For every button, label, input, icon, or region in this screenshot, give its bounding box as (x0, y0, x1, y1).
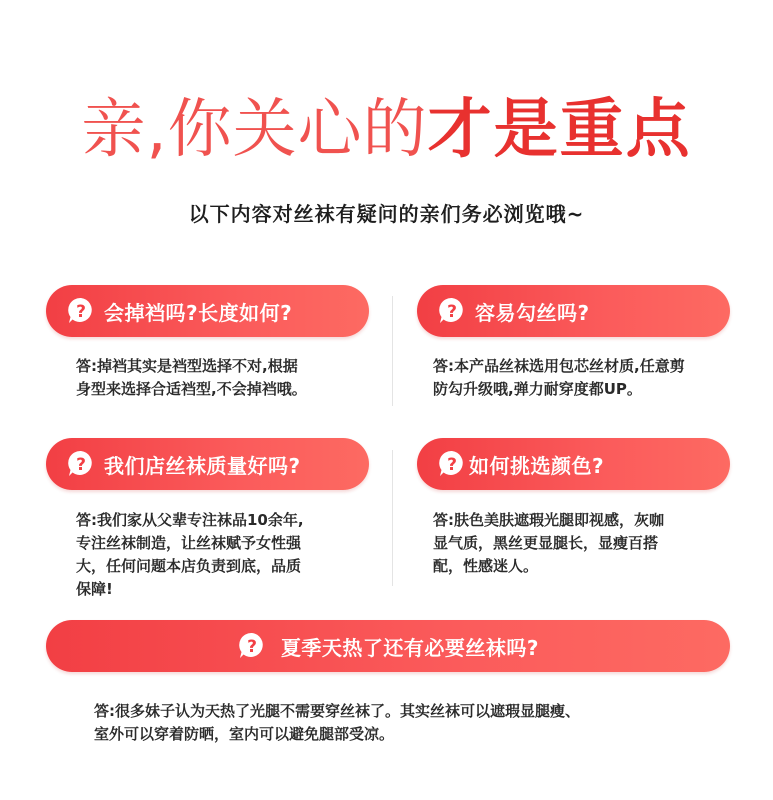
answer-line: 防勾升级哦,弹力耐穿度都UP。 (433, 380, 642, 398)
title-light-part: 亲,你关心的 (81, 93, 428, 167)
svg-text:?: ? (76, 455, 86, 475)
answer-line: 大，任何问题本店负责到底，品质 (76, 557, 302, 575)
svg-text:?: ? (247, 637, 257, 657)
answer-line: 显气质，黑丝更显腿长，显瘦百搭 (433, 534, 659, 552)
answer-line: 答:肤色美肤遮瑕光腿即视感，灰咖 (433, 511, 665, 529)
faq-answer (76, 509, 304, 601)
answer-line: 答:很多妹子认为天热了光腿不需要穿丝袜了。其实丝袜可以遮瑕显腿瘦、 (94, 702, 581, 720)
faq-question-pill (417, 285, 730, 337)
faq-question-text: 我们店丝袜质量好吗? (104, 453, 301, 478)
question-bubble-icon (437, 296, 467, 326)
faq-question-text: 容易勾丝吗? (475, 300, 590, 325)
page-subtitle: 以下内容对丝袜有疑问的亲们务必浏览哦~ (188, 202, 585, 226)
faq-question-pill (46, 285, 369, 337)
svg-text:?: ? (447, 455, 457, 475)
answer-line: 答:本产品丝袜选用包芯丝材质,任意剪 (433, 357, 685, 375)
page-title (0, 93, 773, 167)
answer-line: 答:掉裆其实是裆型选择不对,根据 (76, 357, 298, 375)
faq-question-pill (417, 438, 730, 490)
title-bold-part: 才是重点 (427, 93, 692, 167)
question-bubble-icon (237, 631, 267, 661)
answer-line: 专注丝袜制造，让丝袜赋予女性强 (76, 534, 302, 552)
answer-line: 室外可以穿着防晒，室内可以避免腿部受凉。 (94, 725, 395, 743)
column-divider (392, 296, 393, 406)
faq-question-pill (46, 438, 369, 490)
question-bubble-icon (437, 449, 467, 479)
faq-question-text: 夏季天热了还有必要丝袜吗? (280, 635, 540, 660)
faq-question-text: 如何挑选颜色? (469, 453, 605, 478)
column-divider (392, 450, 393, 586)
faq-answer (433, 509, 664, 578)
faq-answer (94, 700, 580, 746)
faq-question-text: 会掉裆吗?长度如何? (104, 300, 293, 325)
svg-text:?: ? (447, 302, 457, 322)
faq-question-pill-wide (46, 620, 730, 672)
faq-answer (76, 355, 307, 401)
question-bubble-icon (66, 449, 96, 479)
answer-line: 身型来选择合适裆型,不会掉裆哦。 (76, 380, 307, 398)
answer-line: 配，性感迷人。 (433, 557, 539, 575)
faq-answer (433, 355, 685, 401)
question-bubble-icon (66, 296, 96, 326)
svg-text:?: ? (76, 302, 86, 322)
answer-line: 保障! (76, 580, 113, 598)
answer-line: 答:我们家从父辈专注袜品10余年, (76, 511, 304, 529)
